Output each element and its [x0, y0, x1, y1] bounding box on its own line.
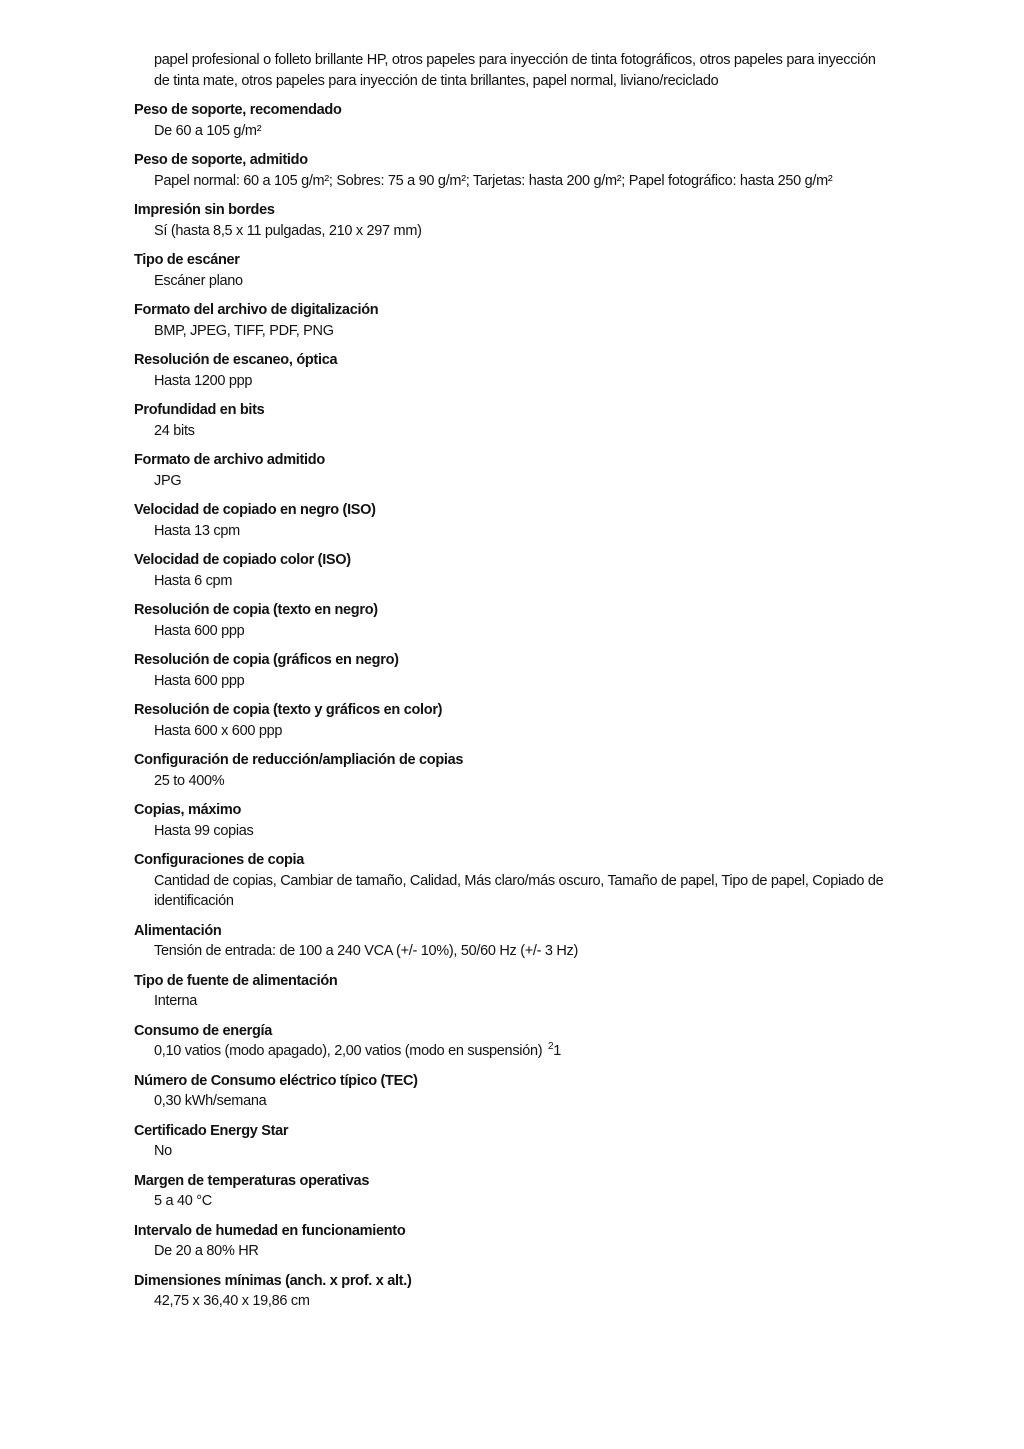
spec-label: Impresión sin bordes: [134, 202, 275, 218]
spec-label: Configuración de reducción/ampliación de copias: [134, 752, 464, 768]
spec-label: Resolución de copia (texto y gráficos en color): [134, 702, 443, 718]
spec-label: Resolución de copia (texto en negro): [134, 602, 378, 618]
spec-item: [134, 150, 894, 191]
spec-label: Peso de soporte, admitido: [134, 152, 308, 168]
spec-label: Margen de temperaturas operativas: [134, 1172, 370, 1189]
spec-value: Hasta 600 ppp: [154, 672, 245, 689]
spec-value-text: 0,10 vatios (modo apagado), 2,00 vatios (modo en suspensión): [154, 1043, 543, 1059]
spec-label: Formato del archivo de digitalización: [134, 302, 379, 318]
spec-value: Cantidad de copias, Cambiar de tamaño, Calidad, Más claro/más oscuro, Tamaño de papel, Tipo de papel, Copiado de identificación: [154, 872, 884, 909]
spec-value: Sí (hasta 8,5 x 11 pulgadas, 210 x 297 mm): [154, 222, 422, 239]
spec-value: Hasta 600 x 600 ppp: [154, 722, 283, 739]
spec-item: [134, 100, 894, 141]
spec-label: Formato de archivo admitido: [134, 452, 325, 468]
spec-value: JPG: [154, 472, 182, 489]
spec-item: [134, 600, 894, 641]
continuation-text: papel profesional o folleto brillante HP, otros papeles para inyección de tinta fotográficos, otros papeles para inyección de tinta mate, otros papeles para inyección de tinta brillantes, papel normal, liviano/reciclado: [154, 52, 876, 89]
spec-item: [134, 250, 894, 291]
spec-label: Consumo de energía: [134, 1022, 273, 1039]
spec-item: [134, 1271, 894, 1312]
spec-value: Hasta 1200 ppp: [154, 372, 253, 389]
spec-value: [154, 1041, 894, 1062]
spec-value: 25 to 400%: [154, 772, 225, 789]
spec-item: [134, 700, 894, 741]
spec-item: [134, 971, 894, 1012]
spec-value: Hasta 600 ppp: [154, 622, 245, 639]
spec-label: Profundidad en bits: [134, 402, 265, 418]
spec-item: [134, 200, 894, 241]
spec-value: 42,75 x 36,40 x 19,86 cm: [154, 1293, 310, 1309]
spec-item: [134, 1071, 894, 1112]
spec-item: [134, 1121, 894, 1162]
spec-value: 5 a 40 °C: [154, 1193, 212, 1209]
spec-item: [134, 500, 894, 541]
spec-item: [134, 1171, 894, 1212]
spec-value: Hasta 99 copias: [154, 822, 254, 839]
spec-label: Alimentación: [134, 922, 222, 939]
spec-item: [134, 921, 894, 962]
footnote-suffix: 1: [553, 1043, 562, 1059]
spec-item: [134, 350, 894, 391]
spec-item: [134, 1221, 894, 1262]
spec-item: [134, 1021, 894, 1062]
spec-value: Hasta 13 cpm: [154, 522, 240, 539]
spec-document: [134, 50, 894, 1321]
spec-item: [134, 450, 894, 491]
spec-item: [134, 300, 894, 341]
spec-item: [134, 550, 894, 591]
spec-label: Copias, máximo: [134, 802, 241, 818]
spec-item: [134, 650, 894, 691]
spec-label: Velocidad de copiado color (ISO): [134, 552, 351, 568]
spec-label: Tipo de escáner: [134, 252, 240, 268]
spec-label: Certificado Energy Star: [134, 1122, 289, 1139]
spec-label: Tipo de fuente de alimentación: [134, 972, 338, 989]
spec-value: De 20 a 80% HR: [154, 1243, 259, 1259]
spec-item: [134, 750, 894, 791]
spec-label: Velocidad de copiado en negro (ISO): [134, 502, 376, 518]
spec-label: Número de Consumo eléctrico típico (TEC): [134, 1072, 418, 1089]
spec-value: De 60 a 105 g/m²: [154, 122, 262, 139]
spec-item: [134, 850, 894, 912]
spec-label: Resolución de copia (gráficos en negro): [134, 652, 399, 668]
spec-value: Tensión de entrada: de 100 a 240 VCA (+/- 10%), 50/60 Hz (+/- 3 Hz): [154, 943, 579, 959]
spec-label: Configuraciones de copia: [134, 852, 305, 868]
spec-value: 0,30 kWh/semana: [154, 1093, 267, 1109]
spec-value: Interna: [154, 993, 198, 1009]
spec-label: Intervalo de humedad en funcionamiento: [134, 1222, 406, 1239]
spec-value: BMP, JPEG, TIFF, PDF, PNG: [154, 322, 334, 339]
spec-value: No: [154, 1143, 172, 1159]
spec-item: [134, 800, 894, 841]
spec-label: Dimensiones mínimas (anch. x prof. x alt.): [134, 1272, 412, 1289]
spec-value: Escáner plano: [154, 272, 243, 289]
spec-value: Hasta 6 cpm: [154, 572, 233, 589]
spec-value: 24 bits: [154, 422, 195, 439]
footnote-marker: 2: [547, 1041, 554, 1053]
spec-label: Resolución de escaneo, óptica: [134, 352, 338, 368]
spec-value: Papel normal: 60 a 105 g/m²; Sobres: 75 a 90 g/m²; Tarjetas: hasta 200 g/m²; Papel fotográfico: hasta 250 g/m²: [154, 172, 833, 189]
spec-item: [134, 400, 894, 441]
spec-label: Peso de soporte, recomendado: [134, 102, 342, 118]
